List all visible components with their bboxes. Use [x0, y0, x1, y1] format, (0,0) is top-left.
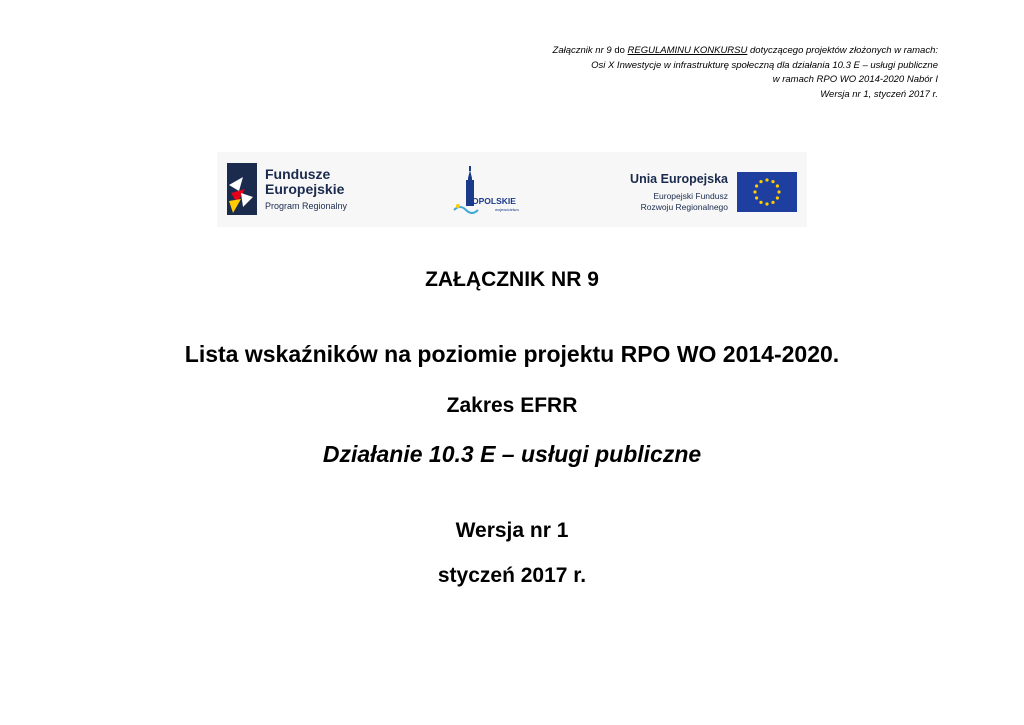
- header-note-line4: Wersja nr 1, styczeń 2017 r.: [820, 88, 938, 100]
- list-title: Lista wskaźników na poziomie projektu RPO WO 2014-2020.: [184, 341, 840, 367]
- date-label: styczeń 2017 r.: [437, 564, 587, 587]
- fe-text: [265, 167, 347, 211]
- annex-ref-tail: dotyczącego projektów złożonych w ramach:: [747, 45, 938, 56]
- header-note: [338, 44, 938, 102]
- opolskie-logo: [450, 166, 540, 216]
- annex-title: ZAŁĄCZNIK NR 9: [425, 268, 599, 291]
- header-note-line1: [338, 44, 938, 59]
- eu-fund-line2: Rozwoju Regionalnego: [640, 202, 728, 212]
- fe-line3: Program Regionalny: [265, 201, 348, 211]
- regulation-link[interactable]: REGULAMINU KONKURSU: [627, 45, 748, 56]
- fe-line2: Europejskie: [265, 181, 345, 197]
- eu-subtitle: [641, 191, 728, 213]
- header-note-line2: Osi X Inwestycje w infrastrukturę społeczną dla działania 10.3 E – usługi publiczne: [591, 59, 938, 71]
- eu-title: Unia Europejska: [630, 172, 728, 186]
- annex-ref: Załącznik nr 9: [552, 45, 612, 56]
- fe-star-icon: [227, 163, 261, 217]
- eu-flag-icon: [737, 172, 797, 212]
- version-label: Wersja nr 1: [455, 519, 569, 542]
- opolskie-tower-icon: [450, 166, 490, 216]
- logo-strip: [217, 152, 807, 227]
- annex-ref-connector: do: [611, 45, 628, 56]
- scope-title: Zakres EFRR: [446, 394, 578, 417]
- opolskie-wordmark: OPOLSKIE: [472, 196, 516, 206]
- eu-fund-line1: Europejski Fundusz: [653, 191, 728, 201]
- action-title: Działanie 10.3 E – usługi publiczne: [322, 441, 702, 467]
- eu-logo: [615, 165, 800, 215]
- fe-line1: Fundusze: [265, 166, 331, 182]
- opolskie-subtitle: województwo: [495, 207, 519, 212]
- header-note-line3: w ramach RPO WO 2014-2020 Nabór I: [772, 74, 938, 86]
- fundusze-europejskie-logo: [227, 163, 377, 217]
